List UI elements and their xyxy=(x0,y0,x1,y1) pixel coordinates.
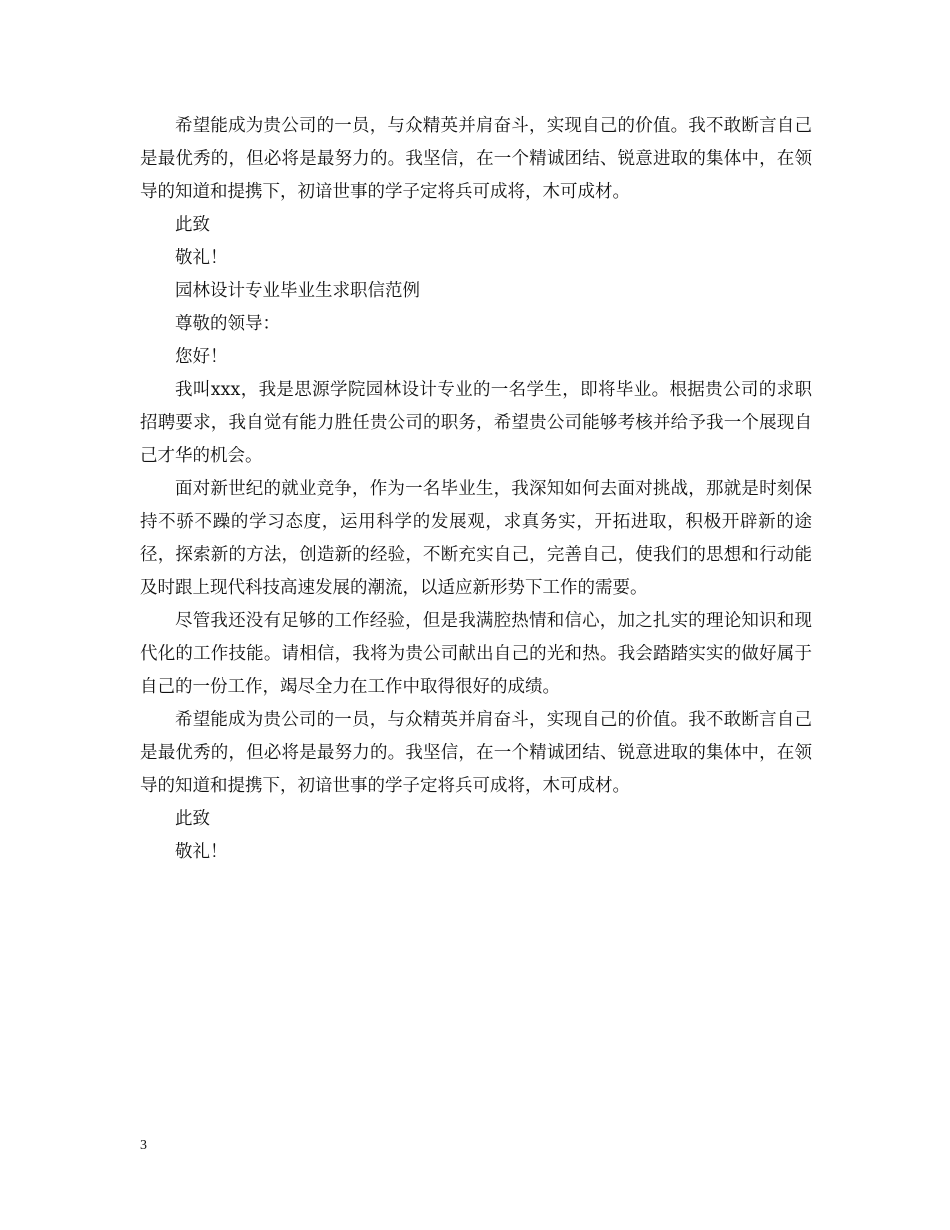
paragraph-salutation-cizhi-2: 此致 xyxy=(175,809,210,829)
paragraph-salutation-jingli-2: 敬礼！ xyxy=(175,842,228,862)
letter-body xyxy=(140,110,812,869)
paragraph-closing-hope: 希望能成为贵公司的一员，与众精英并肩奋斗，实现自己的价值。我不敢断言自己是最优秀的，但必将是最努力的。我坚信，在一个精诚团结、锐意进取的集体中，在领导的知道和提携下，初谙世事的学子定将兵可成将，木可成材。 xyxy=(140,116,812,202)
section-title: 园林设计专业毕业生求职信范例 xyxy=(175,281,420,301)
paragraph-competition: 面对新世纪的就业竞争，作为一名毕业生，我深知如何去面对挑战，那就是时刻保持不骄不躁的学习态度，运用科学的发展观，求真务实，开拓进取，积极开辟新的途径，探索新的方法，创造新的经验，不断充实自己，完善自己，使我们的思想和行动能及时跟上现代科技高速发展的潮流，以适应新形势下工作的需要。 xyxy=(140,479,812,598)
page-number: 3 xyxy=(140,1138,147,1153)
paragraph-greeting-addressee: 尊敬的领导： xyxy=(175,314,280,334)
paragraph-experience: 尽管我还没有足够的工作经验，但是我满腔热情和信心，加之扎实的理论知识和现代化的工作技能。请相信，我将为贵公司献出自己的光和热。我会踏踏实实的做好属于自己的一份工作，竭尽全力在工作中取得很好的成绩。 xyxy=(140,611,812,697)
paragraph-closing-hope-2: 希望能成为贵公司的一员，与众精英并肩奋斗，实现自己的价值。我不敢断言自己是最优秀的，但必将是最努力的。我坚信，在一个精诚团结、锐意进取的集体中，在领导的知道和提携下，初谙世事的学子定将兵可成将，木可成材。 xyxy=(140,710,812,796)
paragraph-salutation-jingli: 敬礼！ xyxy=(175,248,228,268)
paragraph-salutation-cizhi: 此致 xyxy=(175,215,210,235)
paragraph-introduction: 我叫xxx，我是思源学院园林设计专业的一名学生，即将毕业。根据贵公司的求职招聘要求，我自觉有能力胜任贵公司的职务，希望贵公司能够考核并给予我一个展现自己才华的机会。 xyxy=(140,380,812,466)
paragraph-greeting-hello: 您好！ xyxy=(175,347,228,367)
